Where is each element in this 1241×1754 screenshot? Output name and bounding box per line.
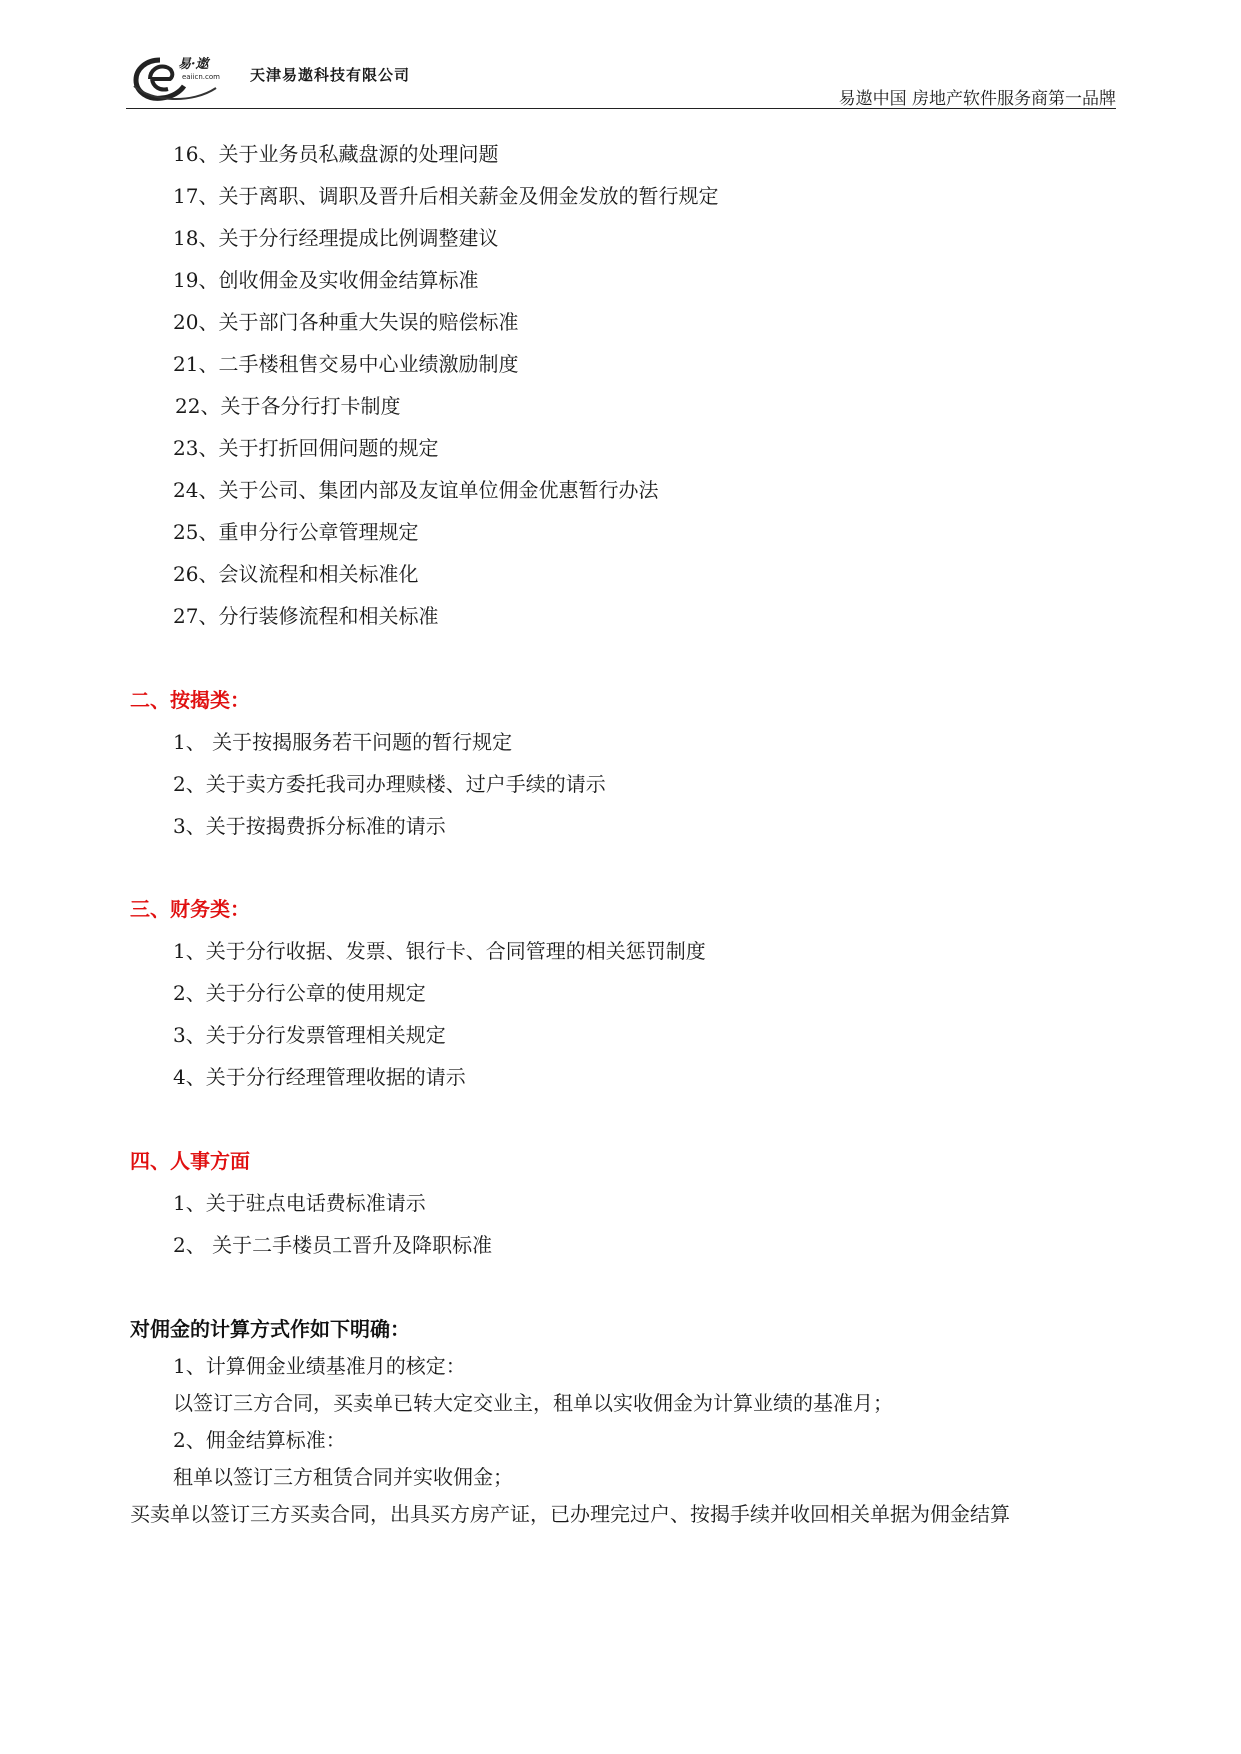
section-heading-hr: 四、人事方面 — [130, 1149, 250, 1173]
list-item: 16、关于业务员私藏盘源的处理问题 — [173, 142, 499, 166]
commission-line: 买卖单以签订三方买卖合同，出具买方房产证，已办理完过户、按揭手续并收回相关单据为佣金结算 — [130, 1502, 1010, 1526]
commission-line: 以签订三方合同，买卖单已转大定交业主，租单以实收佣金为计算业绩的基准月； — [173, 1391, 893, 1415]
list-item: 27、分行装修流程和相关标准 — [173, 604, 439, 628]
list-item: 2、关于卖方委托我司办理赎楼、过户手续的请示 — [173, 772, 606, 796]
list-item: 19、创收佣金及实收佣金结算标准 — [173, 268, 479, 292]
list-item: 4、关于分行经理管理收据的请示 — [173, 1065, 466, 1089]
list-item: 17、关于离职、调职及晋升后相关薪金及佣金发放的暂行规定 — [173, 184, 719, 208]
list-item: 22、关于各分行打卡制度 — [175, 394, 401, 418]
list-item: 1、关于分行收据、发票、银行卡、合同管理的相关惩罚制度 — [173, 939, 706, 963]
company-logo — [132, 46, 252, 104]
list-item: 21、二手楼租售交易中心业绩激励制度 — [173, 352, 519, 376]
svg-text:易·遨: 易·遨 — [178, 57, 209, 72]
page-header — [0, 0, 1241, 115]
list-item: 24、关于公司、集团内部及友谊单位佣金优惠暂行办法 — [173, 478, 659, 502]
commission-line: 1、计算佣金业绩基准月的核定： — [173, 1354, 466, 1378]
commission-line: 2、佣金结算标准： — [173, 1428, 346, 1452]
list-item: 26、会议流程和相关标准化 — [173, 562, 419, 586]
header-slogan: 易遨中国 房地产软件服务商第一品牌 — [838, 89, 1116, 109]
header-divider — [126, 108, 1116, 109]
list-item: 23、关于打折回佣问题的规定 — [173, 436, 439, 460]
list-item: 18、关于分行经理提成比例调整建议 — [173, 226, 499, 250]
company-name: 天津易遨科技有限公司 — [250, 66, 411, 84]
commission-line: 租单以签订三方租赁合同并实收佣金； — [173, 1465, 513, 1489]
list-item: 2、关于分行公章的使用规定 — [173, 981, 426, 1005]
section-heading-mortgage: 二、按揭类： — [130, 688, 250, 712]
list-item: 3、关于分行发票管理相关规定 — [173, 1023, 446, 1047]
list-item: 3、关于按揭费拆分标准的请示 — [173, 814, 446, 838]
list-item: 25、重申分行公章管理规定 — [173, 520, 419, 544]
svg-text:eaiicn.com: eaiicn.com — [182, 73, 220, 81]
list-item: 1、关于驻点电话费标准请示 — [173, 1191, 426, 1215]
list-item: 2、 关于二手楼员工晋升及降职标准 — [173, 1233, 493, 1257]
list-item: 1、 关于按揭服务若干问题的暂行规定 — [173, 730, 513, 754]
section-heading-finance: 三、财务类： — [130, 897, 250, 921]
commission-title: 对佣金的计算方式作如下明确： — [130, 1317, 410, 1341]
list-item: 20、关于部门各种重大失误的赔偿标准 — [173, 310, 519, 334]
